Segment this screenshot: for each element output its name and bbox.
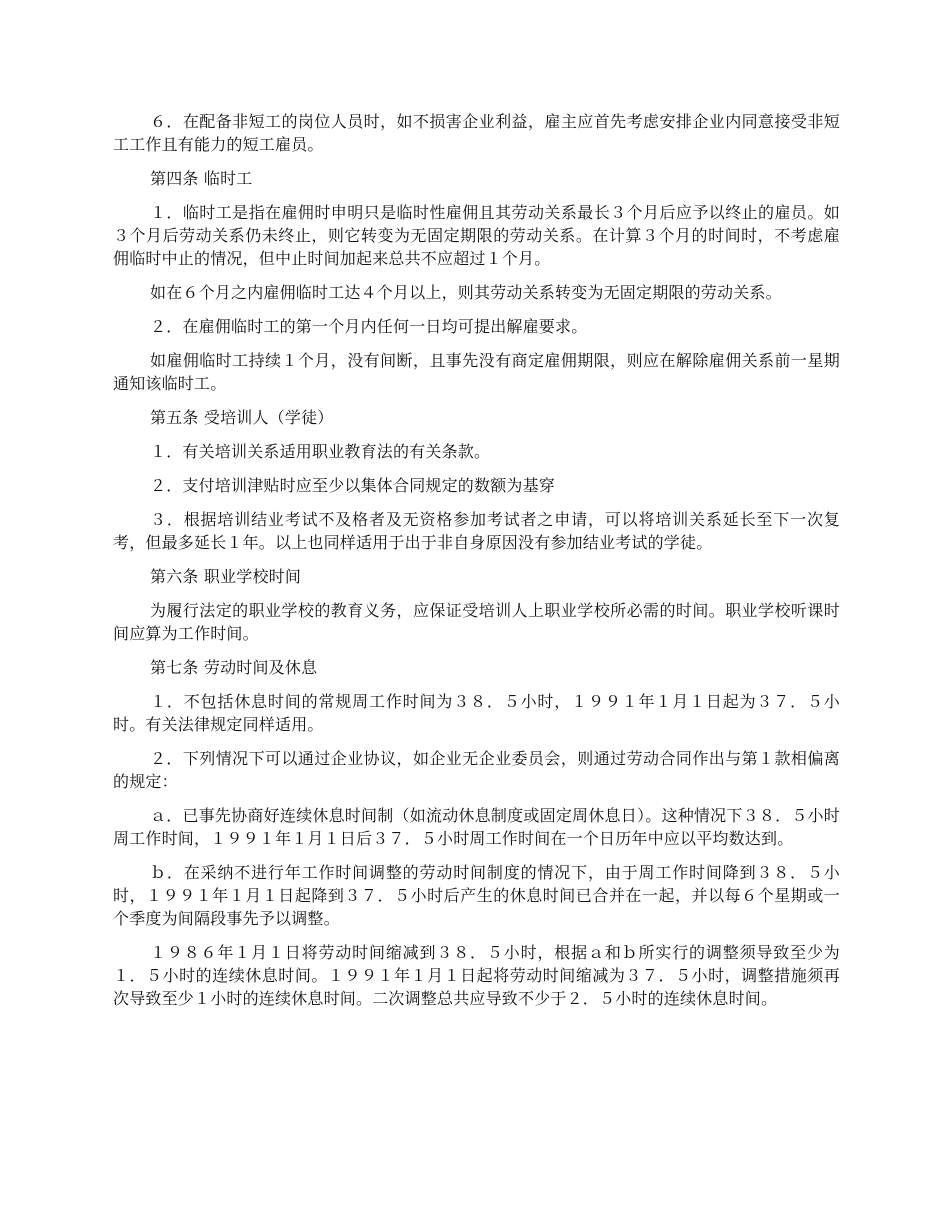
paragraph-deviation-rules: ２．下列情况下可以通过企业协议，如企业无企业委员会，则通过劳动合同作出与第１款相偏离的规定：: [113, 749, 840, 791]
paragraph-6-non-short-staff: ６．在配备非短工的岗位人员时，如不损害企业利益，雇主应首先考虑安排企业内同意接受非短工工作且有能力的短工雇员。: [113, 112, 840, 154]
paragraph-item-a: ａ．已事先协商好连续休息时间制（如流动休息制度或固定周休息日）。这种情况下３８．５小时周工作时间，１９９１年１月１日后３７．５小时周工作时间在一个日历年中应以平均数达到。: [113, 806, 840, 848]
article-5-heading: 第五条 受培训人（学徒）: [150, 408, 334, 427]
article-7-heading: 第七条 劳动时间及休息: [150, 658, 318, 677]
paragraph-temp-worker-conversion: 如在６个月之内雇佣临时工达４个月以上，则其劳动关系转变为无固定期限的劳动关系。: [150, 283, 782, 302]
paragraph-temp-worker-notice: 如雇佣临时工持续１个月，没有间断，且事先没有商定雇佣期限，则应在解除雇佣关系前一星期通知该临时工。: [113, 351, 840, 393]
paragraph-temp-worker-dismissal: ２．在雇佣临时工的第一个月内任何一日均可提出解雇要求。: [150, 317, 588, 336]
paragraph-temp-worker-definition: １．临时工是指在雇佣时申明只是临时性雇佣且其劳动关系最长３个月后应予以终止的雇员。如３个月后劳动关系仍未终止，则它转变为无固定期限的劳动关系。在计算３个月的时间时，不考虑雇佣临时中止的情况，但中止时间加起来总共不应超过１个月。: [113, 203, 840, 268]
paragraph-item-b: ｂ．在采纳不进行年工作时间调整的劳动时间制度的情况下，由于周工作时间降到３８．５小时，１９９１年１月１日起降到３７．５小时后产生的休息时间已合并在一起，并以每６个星期或一个季度为间隔段事先予以调整。: [113, 863, 840, 928]
article-4-heading: 第四条 临时工: [150, 169, 253, 188]
document-body: [113, 110, 840, 1021]
paragraph-training-allowance: ２．支付培训津贴时应至少以集体合同规定的数额为基穿: [150, 476, 556, 495]
paragraph-training-extension: ３．根据培训结业考试不及格者及无资格参加考试者之申请，可以将培训关系延长至下一次复考，但最多延长１年。以上也同样适用于出于非自身原因没有参加结业考试的学徒。: [113, 510, 840, 552]
article-6-heading: 第六条 职业学校时间: [150, 567, 302, 586]
paragraph-reduction-schedule: １９８６年１月１日将劳动时间缩减到３８．５小时，根据ａ和ｂ所实行的调整须导致至少为１．５小时的连续休息时间。１９９１年１月１日起将劳动时间缩减为３７．５小时，调整措施须再次导致至少１小时的连续休息时间。二次调整总共应导致不少于２．５小时的连续休息时间。: [113, 943, 840, 1008]
paragraph-vocational-school: 为履行法定的职业学校的教育义务，应保证受培训人上职业学校所必需的时间。职业学校听课时间应算为工作时间。: [113, 601, 840, 643]
paragraph-weekly-hours: １．不包括休息时间的常规周工作时间为３８．５小时，１９９１年１月１日起为３７．５小时。有关法律规定同样适用。: [113, 692, 840, 734]
paragraph-training-law: １．有关培训关系适用职业教育法的有关条款。: [150, 442, 491, 461]
